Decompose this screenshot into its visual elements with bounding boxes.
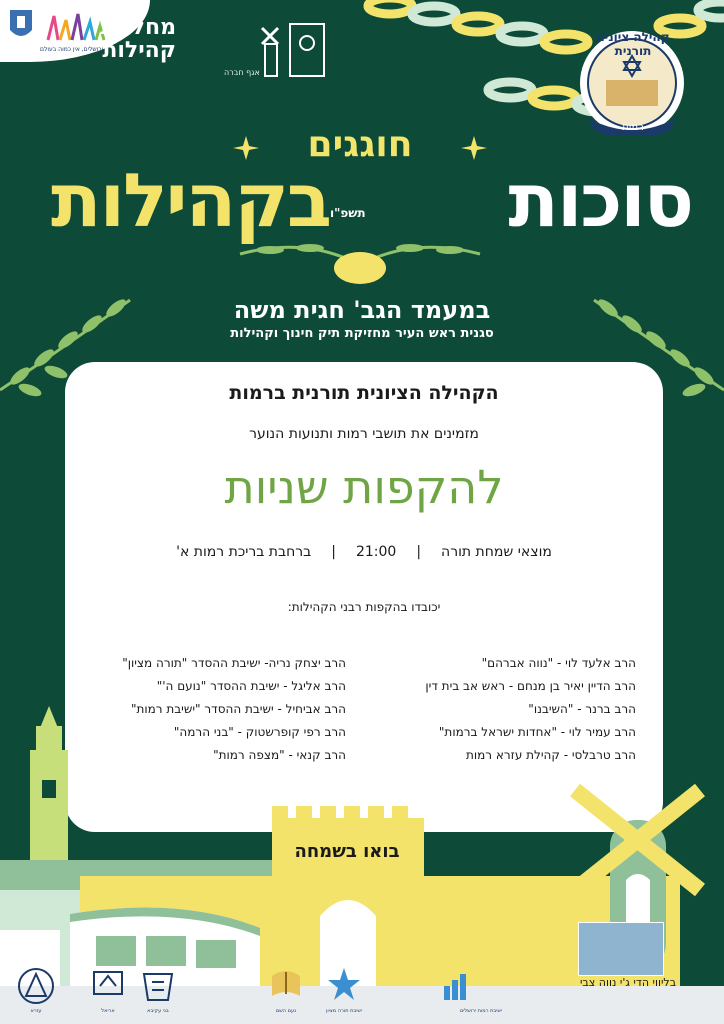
yeshivat-ramot-logo-icon (440, 966, 476, 1006)
event-time: 21:00 (355, 544, 397, 560)
jerusalem-emblem-icon (8, 8, 34, 42)
year-label: תשפ"ו (330, 206, 366, 220)
partner-label: ישיבת תורה מציון (325, 1008, 363, 1014)
partner-label: אריאל (101, 1008, 115, 1014)
dept-title-line1: מחלקת (100, 15, 176, 40)
honored-heading: יכובדו בהקפות רבני הקהילות: (287, 600, 441, 614)
in-communities-heading: בקהילות (51, 158, 330, 244)
list-item: הרב יצחק נריה- ישיבת ההסדר "תורה מציון" (122, 656, 346, 670)
list-item: הרב אלעד לוי - "נווה אברהם" (481, 656, 636, 670)
seal-top-text: קהילה ציונית תורנית (596, 30, 670, 58)
organizer-name: הקהילה הציונית תורנית ברמות (229, 382, 499, 404)
partner-label: נעם השם (275, 1008, 297, 1014)
dept-subtitle: אגף חברה (224, 68, 260, 77)
list-item: הרב הדיין יאיר בן מנחם - ראש אב בית דין (425, 679, 636, 693)
invite-line: מזמינים את תושבי רמות ותנועות הנוער (249, 426, 479, 442)
dept-title (86, 16, 176, 62)
list-item: הרב אביחיל - ישיבת ההסדר "ישיבת רמות" (130, 702, 346, 716)
sukkot-heading: סוכות (508, 158, 692, 244)
partner-label: בני עקיבא (147, 1008, 169, 1014)
separator: | (416, 544, 422, 560)
dept-title-line2: קהילות (102, 38, 176, 63)
list-item: הרב טרבלסי - קהילת עזרא רמות (465, 748, 636, 762)
holidays-heading: חוגגים (307, 124, 413, 165)
ezra-logo-icon (18, 966, 54, 1006)
event-location: ברחבת בריכת רמות א' (176, 544, 312, 560)
list-item: הרב עמיר לוי - "אחדות ישראל ברמות" (438, 725, 636, 739)
partner-label: עזרא (30, 1008, 42, 1014)
windmill-logo-icon (256, 18, 328, 80)
come-joyfully-text: בואו בשמחה (294, 841, 400, 862)
list-item: הרב אליגל - ישיבת ההסדר "נועם ה'" (156, 679, 346, 693)
bnei-akiva-logo-icon (140, 966, 176, 1006)
ariel-logo-icon (90, 966, 126, 1006)
torah-mitzion-logo-icon (326, 966, 362, 1006)
event-day: מוצאי שמחת תורה (441, 544, 552, 560)
event-details (65, 544, 663, 560)
noam-hashem-logo-icon (268, 966, 304, 1006)
partner-label: ישיבת רמות ירושלים (459, 1008, 503, 1014)
patron-title: במעמד הגב' חגית משה (233, 296, 491, 324)
etrog-branch-icon (230, 234, 490, 288)
music-credit: בליווי הדי ג'י נווה צבי (579, 976, 677, 989)
seal-bottom-text: רמות (622, 122, 644, 133)
event-title: להקפות שניות (224, 460, 504, 514)
dj-photo (578, 922, 664, 976)
list-item: הרב קנאי - "מצפה רמות" (213, 748, 346, 762)
list-item: הרב רפי קופרשטוק - "בני הרמה" (173, 725, 346, 739)
list-item: הרב ברנר - "השיבנו" (528, 702, 636, 716)
patron-subtitle: סגנית ראש העיר מחזיקת תיק חינוך וקהילות (230, 326, 494, 341)
separator: | (331, 544, 336, 560)
jerusalem-tagline: ירושלים, אין כמוה בעולם (40, 46, 104, 53)
